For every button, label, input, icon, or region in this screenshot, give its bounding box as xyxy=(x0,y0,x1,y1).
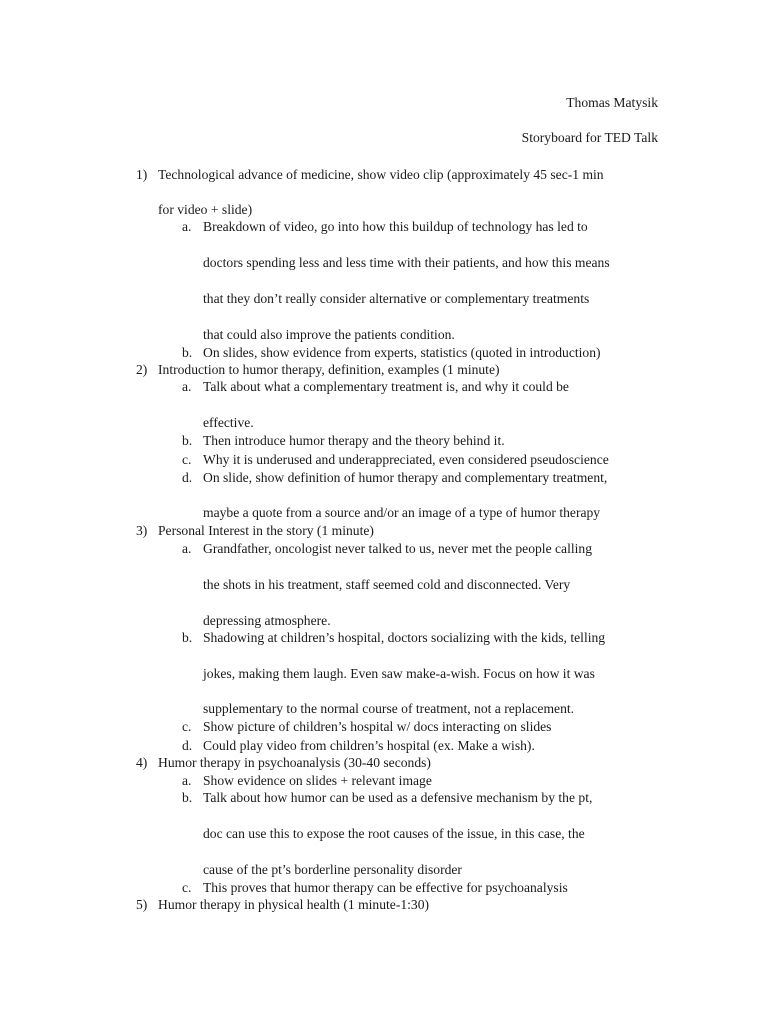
item-number: 2) xyxy=(136,362,148,377)
subitem-letter: b. xyxy=(182,433,193,448)
author-name: Thomas Matysik xyxy=(566,95,658,110)
subitem-letter: a. xyxy=(182,379,192,394)
subitem-text: Then introduce humor therapy and the theory behind it. xyxy=(203,433,505,448)
subitem-text: doctors spending less and less time with their patients, and how this means xyxy=(203,255,610,270)
item-number: 3) xyxy=(136,523,148,538)
subitem-text: Breakdown of video, go into how this buildup of technology has led to xyxy=(203,219,588,234)
subitem-letter: a. xyxy=(182,541,192,556)
subitem-text: that could also improve the patients condition. xyxy=(203,327,455,342)
subitem-text: the shots in his treatment, staff seemed cold and disconnected. Very xyxy=(203,577,571,592)
subitem-text: Show picture of children’s hospital w/ docs interacting on slides xyxy=(203,719,552,734)
subitem-letter: b. xyxy=(182,630,193,645)
subitem-text: maybe a quote from a source and/or an image of a type of humor therapy xyxy=(203,505,601,520)
subitem-text: On slides, show evidence from experts, statistics (quoted in introduction) xyxy=(203,345,601,360)
document-title: Storyboard for TED Talk xyxy=(521,130,658,145)
subitem-letter: a. xyxy=(182,219,192,234)
item-number: 4) xyxy=(136,755,148,770)
item-number: 1) xyxy=(136,167,148,182)
subitem-text: Talk about how humor can be used as a defensive mechanism by the pt, xyxy=(203,790,593,805)
subitem-letter: d. xyxy=(182,738,193,753)
subitem-text: On slide, show definition of humor therapy and complementary treatment, xyxy=(203,470,608,485)
subitem-letter: c. xyxy=(182,880,192,895)
subitem-text: This proves that humor therapy can be effective for psychoanalysis xyxy=(203,880,568,895)
subitem-letter: c. xyxy=(182,719,192,734)
subitem-letter: b. xyxy=(182,790,193,805)
subitem-text: supplementary to the normal course of treatment, not a replacement. xyxy=(203,701,575,716)
item-text: Humor therapy in psychoanalysis (30-40 seconds) xyxy=(158,755,431,770)
item-text: Personal Interest in the story (1 minute) xyxy=(158,523,374,538)
subitem-letter: b. xyxy=(182,345,193,360)
subitem-text: cause of the pt’s borderline personality disorder xyxy=(203,862,462,877)
subitem-letter: c. xyxy=(182,452,192,467)
subitem-text: depressing atmosphere. xyxy=(203,613,331,628)
subitem-text: Show evidence on slides + relevant image xyxy=(203,773,432,788)
subitem-text: Shadowing at children’s hospital, doctors socializing with the kids, telling xyxy=(203,630,606,645)
subitem-text: Grandfather, oncologist never talked to us, never met the people calling xyxy=(203,541,593,556)
item-text: Introduction to humor therapy, definition, examples (1 minute) xyxy=(158,362,500,377)
subitem-text: Talk about what a complementary treatment is, and why it could be xyxy=(203,379,569,394)
item-text: Humor therapy in physical health (1 minute-1:30) xyxy=(158,897,430,912)
subitem-text: Could play video from children’s hospital (ex. Make a wish). xyxy=(203,738,535,753)
item-text: for video + slide) xyxy=(158,202,253,217)
subitem-text: jokes, making them laugh. Even saw make-a-wish. Focus on how it was xyxy=(203,666,595,681)
subitem-text: Why it is underused and underappreciated, even considered pseudoscience xyxy=(203,452,609,467)
subitem-text: effective. xyxy=(203,415,254,430)
subitem-text: that they don’t really consider alternative or complementary treatments xyxy=(203,291,590,306)
subitem-letter: a. xyxy=(182,773,192,788)
subitem-text: doc can use this to expose the root causes of the issue, in this case, the xyxy=(203,826,585,841)
subitem-letter: d. xyxy=(182,470,193,485)
item-text: Technological advance of medicine, show video clip (approximately 45 sec-1 min xyxy=(158,167,604,182)
item-number: 5) xyxy=(136,897,148,912)
